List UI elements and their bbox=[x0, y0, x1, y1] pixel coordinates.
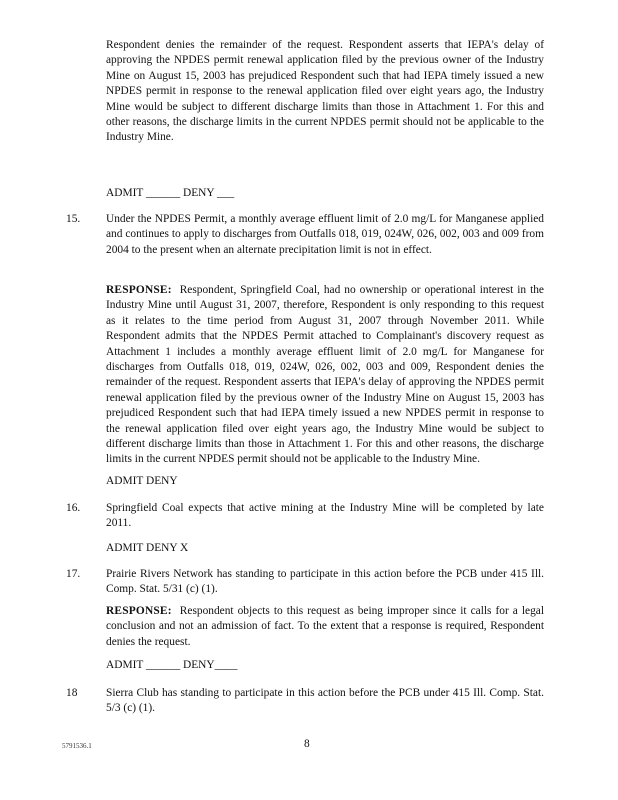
item-admit-deny-line: ADMIT ______ DENY____ bbox=[106, 659, 238, 671]
item-number: 17. bbox=[66, 568, 81, 580]
item-text: Under the NPDES Permit, a monthly average effluent limit of 2.0 mg/L for Manganese applied and continues to apply to discharges from Outfalls 018, 019, 024W, 026, 002, 003 and 009 from 2004 to the present when an alternate precipitation limit is not in effect. bbox=[106, 213, 544, 256]
item-response bbox=[106, 283, 544, 468]
item-text: Springfield Coal expects that active mining at the Industry Mine will be completed by late 2011. bbox=[106, 502, 544, 530]
item-admit-deny-line: ADMIT DENY X bbox=[106, 542, 189, 554]
item-number: 16. bbox=[66, 502, 81, 514]
item-text: Prairie Rivers Network has standing to participate in this action before the PCB under 415 Ill. Comp. Stat. 5/31 (c) (1). bbox=[106, 568, 544, 596]
item-response bbox=[106, 604, 544, 650]
response-text: Respondent, Springfield Coal, had no ownership or operational interest in the Industry Mine until August 31, 2007, therefore, Respondent is only responding to this request as it relates to the time period from August 31, 2007 through November 2011. While Respondent admits that the NPDES Permit attached to Complainant's discovery request as Attachment 1 includes a monthly average effluent limit of 2.0 mg/L for Manganese for discharges from Outfalls 018, 019, 024W, 026, 002, 003 and 009, Respondent denies the remainder of the request. Respondent asserts that IEPA's delay of approving the NPDES permit renewal application filed by the previous owner of the Industry Mine on August 15, 2003 has prejudiced Respondent such that had IEPA timely issued a new NPDES permit in response to the renewal application filed over eight years ago, the Industry Mine would be subject to different discharge limits than those in Attachment 1. For this and other reasons, the discharge limits in the current NPDES permit should not be applicable to the Industry Mine. bbox=[106, 284, 544, 466]
intro-admit-deny-line: ADMIT ______ DENY ___ bbox=[106, 187, 235, 199]
page-number: 8 bbox=[304, 738, 310, 750]
intro-paragraph: Respondent denies the remainder of the request. Respondent asserts that IEPA's delay of approving the NPDES permit renewal application filed by the previous owner of the Industry Mine on August 15, 2003 has prejudiced Respondent such that had IEPA timely issued a new NPDES permit in response to the renewal application filed over eight years ago, the Industry Mine would be subject to different discharge limits than those in Attachment 1. For this and other reasons, the discharge limits in the current NPDES permit should not be applicable to the Industry Mine. bbox=[106, 39, 544, 144]
item-number: 15. bbox=[66, 213, 81, 225]
item-number: 18 bbox=[66, 687, 78, 699]
response-text: Respondent objects to this request as being improper since it calls for a legal conclusion and not an admission of fact. To the extent that a response is required, Respondent denies the request. bbox=[106, 605, 545, 648]
item-admit-deny-line: ADMIT DENY bbox=[106, 475, 178, 487]
item-text: Sierra Club has standing to participate in this action before the PCB under 415 Ill. Comp. Stat. 5/3 (c) (1). bbox=[106, 687, 544, 715]
footer-document-id: 5791536.1 bbox=[62, 742, 92, 750]
response-label: RESPONSE: bbox=[106, 284, 172, 296]
response-label: RESPONSE: bbox=[106, 605, 172, 617]
